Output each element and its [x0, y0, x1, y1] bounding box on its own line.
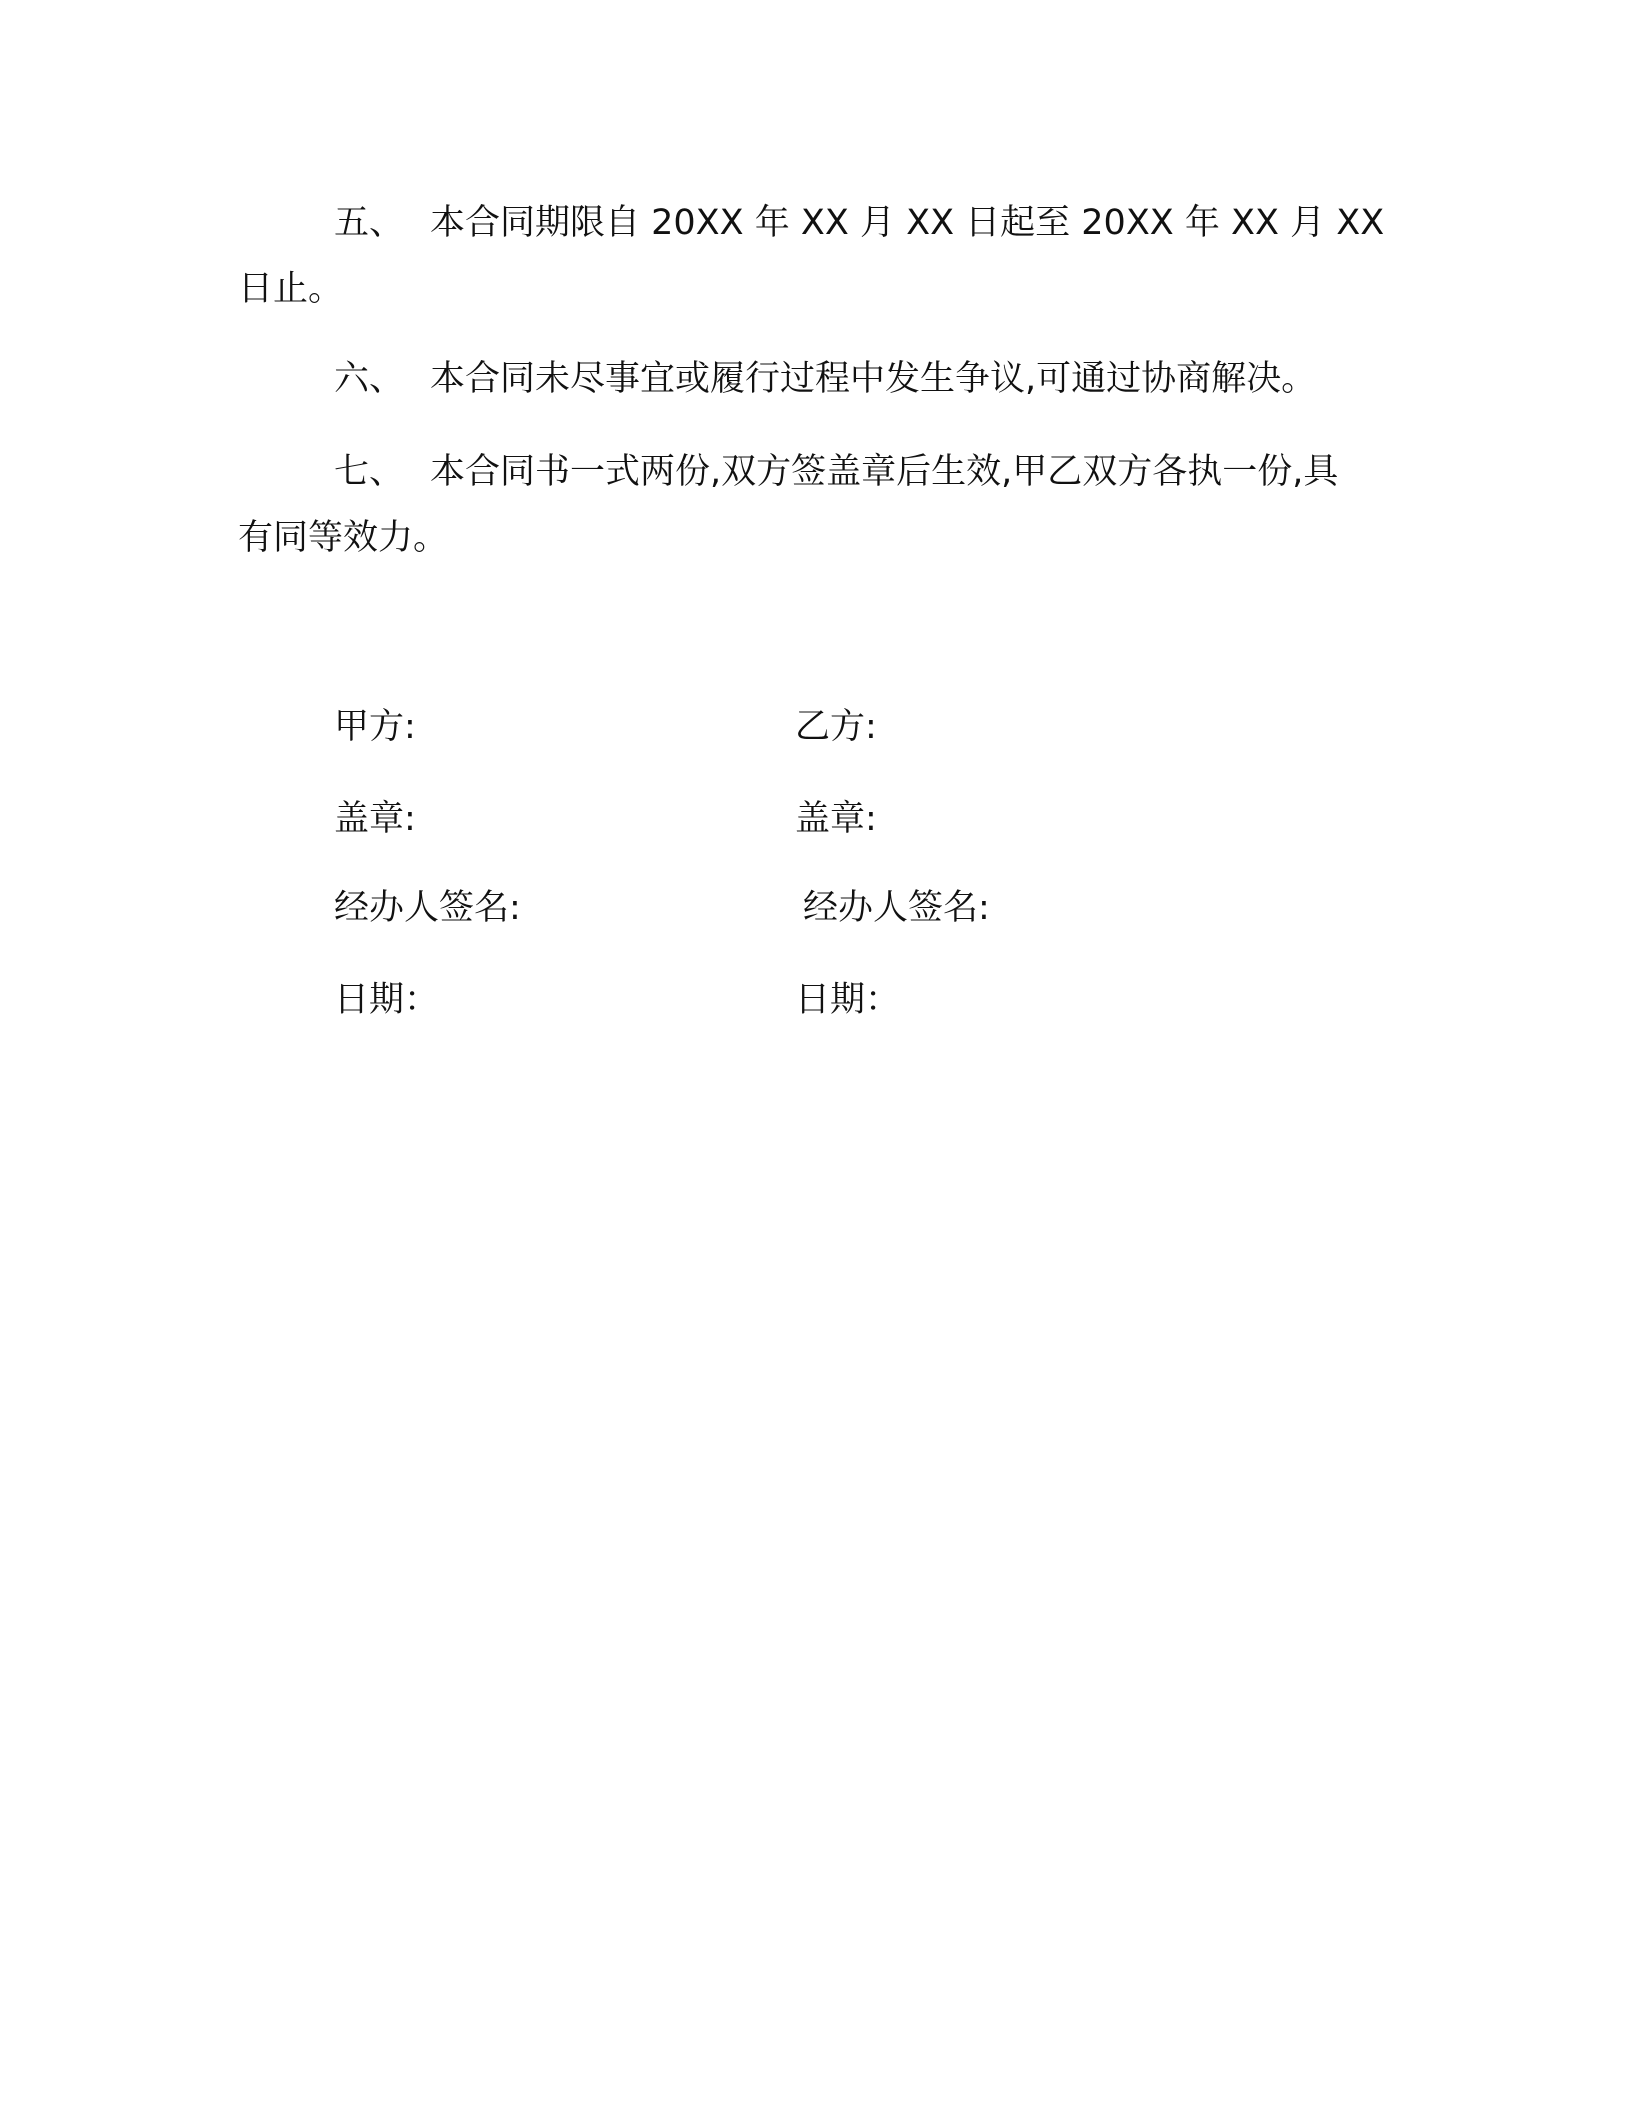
- party-a-seal-label: 盖章:: [334, 799, 416, 839]
- party-b-seal-label: 盖章:: [795, 799, 877, 839]
- clause-6-line-1: [238, 346, 1378, 412]
- clause-5-number: 五、: [334, 203, 405, 243]
- party-b-signer-label: 经办人签名:: [803, 888, 990, 928]
- clause-6-number: 六、: [334, 359, 405, 399]
- party-a-label: 甲方:: [334, 707, 416, 747]
- clause-6-text: 本合同未尽事宜或履行过程中发生争议,可通过协商解决。: [430, 359, 1317, 399]
- party-b-label: 乙方:: [795, 707, 877, 747]
- party-a-signer-label: 经办人签名:: [334, 888, 521, 928]
- clause-7-line-2: 有同等效力。: [238, 518, 449, 558]
- clause-7-line-1: [238, 439, 1378, 505]
- clause-5: [238, 190, 1385, 322]
- clause-6: [238, 346, 1378, 412]
- clause-5-line-1: [238, 190, 1385, 256]
- clause-5-line-2: 日止。: [238, 269, 344, 309]
- clause-5-text: 本合同期限自 20XX 年 XX 月 XX 日起至 20XX 年 XX 月 XX: [430, 203, 1385, 243]
- party-a-date-label: 日期：: [334, 980, 440, 1020]
- party-b-date-label: 日期：: [795, 980, 901, 1020]
- clause-7-number: 七、: [334, 452, 405, 492]
- clause-7-text: 本合同书一式两份,双方签盖章后生效,甲乙双方各执一份,具: [430, 452, 1339, 492]
- clause-7: [238, 439, 1378, 571]
